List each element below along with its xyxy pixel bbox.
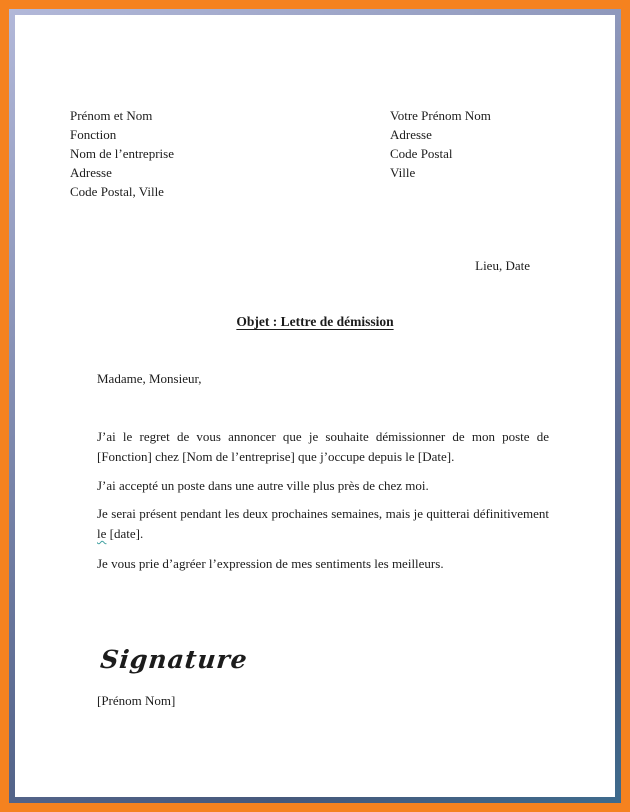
sender-role-line: Fonction: [70, 127, 117, 142]
sender-address-block: [70, 106, 174, 201]
subject-text: Objet : Lettre de démission: [236, 314, 394, 329]
signer-name-placeholder: [Prénom Nom]: [97, 693, 176, 708]
paragraph-resignation-announcement: J’ai le regret de vous annoncer que je souhaite démissionner de mon poste de [Fonction] chez [Nom de l’entreprise] que j’occupe depuis le [Date].: [97, 429, 549, 464]
paragraph-notice-period: [97, 504, 549, 544]
recipient-name-line: Votre Prénom Nom: [390, 108, 491, 123]
sender-city-line: Code Postal, Ville: [70, 184, 164, 199]
subject-line: [15, 314, 615, 330]
grammar-flagged-word: le: [97, 526, 107, 541]
salutation: Madame, Monsieur,: [97, 371, 202, 386]
recipient-postal-line: Code Postal: [390, 146, 453, 161]
paragraph-closing-formula: Je vous prie d’agréer l’expression de mes sentiments les meilleurs.: [97, 556, 444, 571]
sender-name-line: Prénom et Nom: [70, 108, 153, 123]
place-and-date: Lieu, Date: [475, 258, 530, 273]
sender-company-line: Nom de l’entreprise: [70, 146, 174, 161]
notice-period-text-after: [date].: [106, 526, 144, 541]
sender-street-line: Adresse: [70, 165, 112, 180]
recipient-address-block: [390, 106, 491, 182]
recipient-street-line: Adresse: [390, 127, 432, 142]
resignation-letter-page: [15, 15, 615, 797]
recipient-city-line: Ville: [390, 165, 416, 180]
page-gradient-border: [9, 9, 621, 803]
paragraph-new-position: J’ai accepté un poste dans une autre ville plus près de chez moi.: [97, 478, 429, 493]
handwritten-signature: Signature: [99, 645, 250, 674]
notice-period-text-before: Je serai présent pendant les deux prochaines semaines, mais je quitterai définitivement: [97, 506, 549, 521]
